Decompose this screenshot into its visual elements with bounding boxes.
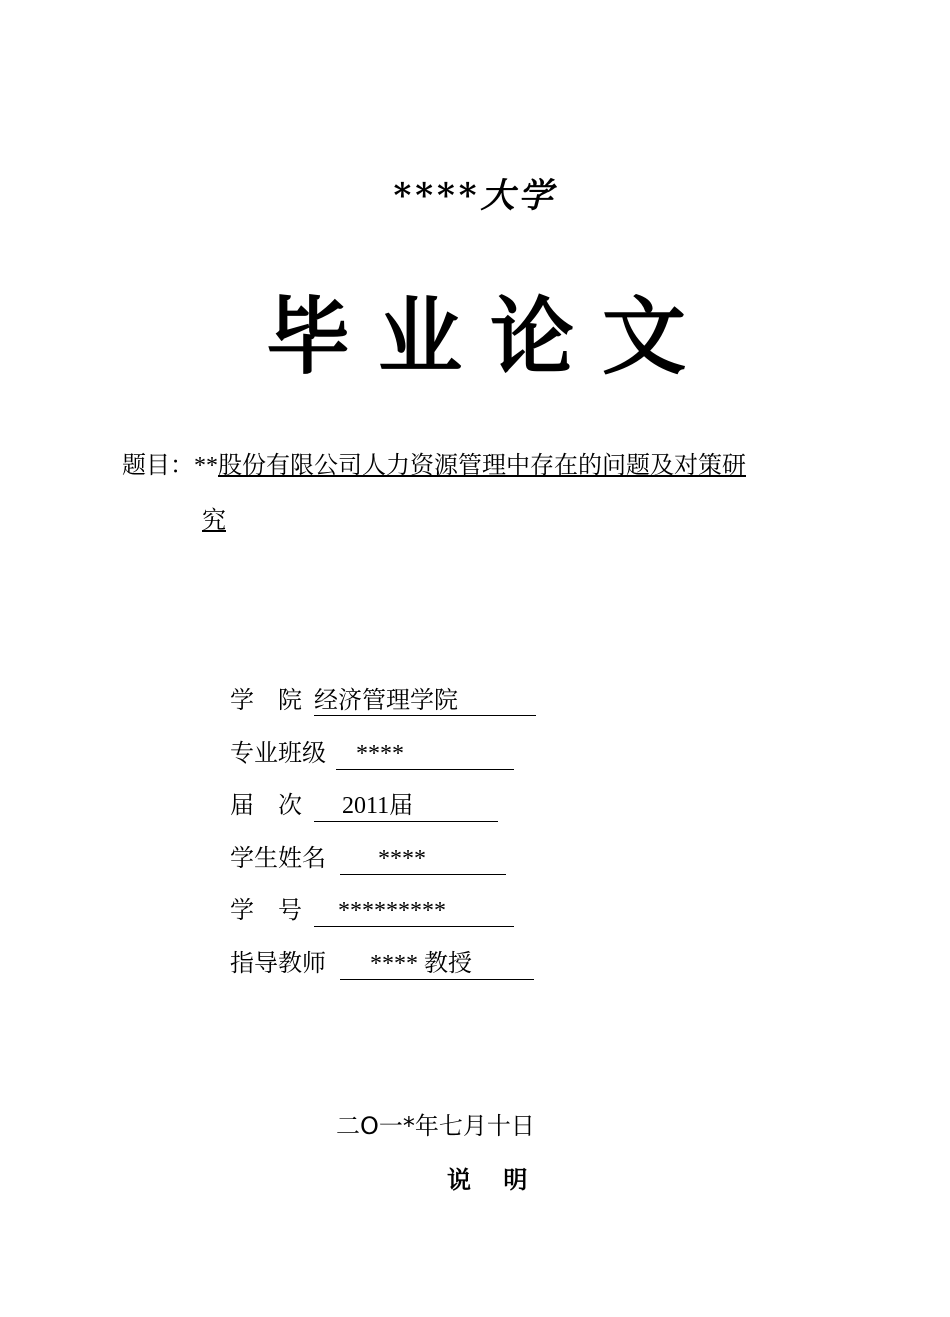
major-label: 专业班级 bbox=[230, 738, 326, 767]
major-value: **** bbox=[336, 739, 514, 770]
info-row-name bbox=[230, 838, 536, 891]
college-label: 学 院 bbox=[230, 686, 302, 714]
thesis-topic bbox=[122, 438, 862, 547]
name-label: 学生姓名 bbox=[230, 843, 326, 872]
topic-label: 题目： bbox=[122, 451, 194, 479]
submission-date: 二O一*年七月十日 bbox=[336, 1112, 535, 1140]
student-info-block bbox=[230, 680, 536, 995]
student-id-value: ********* bbox=[314, 896, 514, 927]
info-row-major bbox=[230, 733, 536, 786]
info-row-college bbox=[230, 680, 536, 733]
topic-prefix: ** bbox=[194, 453, 218, 479]
student-id-label: 学 号 bbox=[230, 896, 302, 924]
college-value: 经济管理学院 bbox=[314, 685, 536, 716]
university-name: ****大学 bbox=[393, 176, 557, 216]
session-label: 届 次 bbox=[230, 791, 302, 819]
advisor-value: **** 教授 bbox=[340, 949, 534, 980]
info-row-student-id bbox=[230, 890, 536, 943]
info-row-advisor bbox=[230, 943, 536, 996]
topic-title-line2: 究 bbox=[202, 506, 226, 534]
session-value: 2011届 bbox=[314, 791, 498, 822]
document-type-title: 毕业论文 bbox=[265, 287, 714, 386]
info-row-session bbox=[230, 785, 536, 838]
topic-title-line1: 股份有限公司人力资源管理中存在的问题及对策研 bbox=[218, 451, 746, 479]
advisor-label: 指导教师 bbox=[230, 948, 326, 977]
section-heading-note: 说 明 bbox=[447, 1166, 540, 1194]
name-value: **** bbox=[340, 844, 506, 875]
